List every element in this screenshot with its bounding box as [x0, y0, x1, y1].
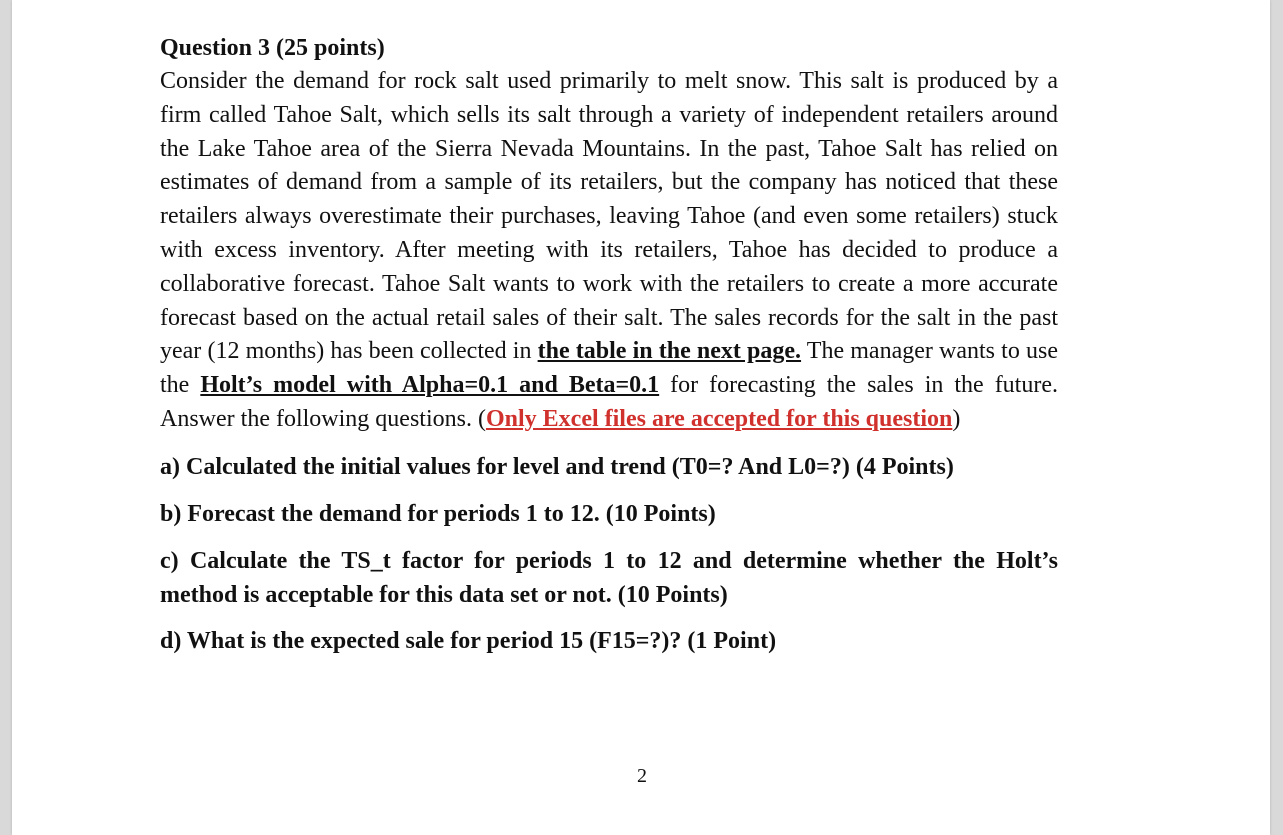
question-c: c) Calculate the TS_t factor for periods 1 to 12 and determine whether the Holt’s method is acceptable for this data set or not. (10 Points) [160, 547, 1058, 608]
document-page [12, 0, 1270, 835]
intro-part-1: Consider the demand for rock salt used primarily to melt snow. This salt is produced by a firm called Tahoe Salt, which sells its salt through a variety of independent retailers around the Lake Tahoe area of the Sierra Nevada Mountains. In the past, Tahoe Salt has relied on estimates of demand from a sample of its retailers, but the company has noticed that these retailers always overestimate their purchases, leaving Tahoe (and even some retailers) stuck with excess inventory. After meeting with its retailers, Tahoe has decided to produce a collaborative forecast. Tahoe Salt wants to work with the retailers to create a more accurate forecast based on the actual retail sales of their salt. The sales records for the salt in the past year (12 months) has been collected in [160, 68, 1058, 365]
model-parameters: Holt’s model with Alpha=0.1 and Beta=0.1 [200, 372, 660, 399]
table-reference: the table in the next page. [537, 338, 802, 365]
document-content [160, 32, 1058, 658]
question-intro [160, 65, 1058, 437]
excel-only-note: Only Excel files are accepted for this question [485, 405, 953, 432]
question-heading: Question 3 (25 points) [160, 35, 385, 61]
question-a: a) Calculated the initial values for level and trend (T0=? And L0=?) (4 Points) [160, 453, 954, 480]
question-d: d) What is the expected sale for period 15 (F15=?)? (1 Point) [160, 627, 777, 654]
question-b: b) Forecast the demand for periods 1 to 12. (10 Points) [160, 500, 716, 527]
page-number: 2 [637, 765, 647, 787]
intro-part-3: for forecasting the sales in the future. Answer the following questions. ( [160, 372, 1058, 432]
intro-part-4: ) [952, 405, 961, 432]
intro-part-2: The manager wants to use the [160, 338, 1058, 399]
